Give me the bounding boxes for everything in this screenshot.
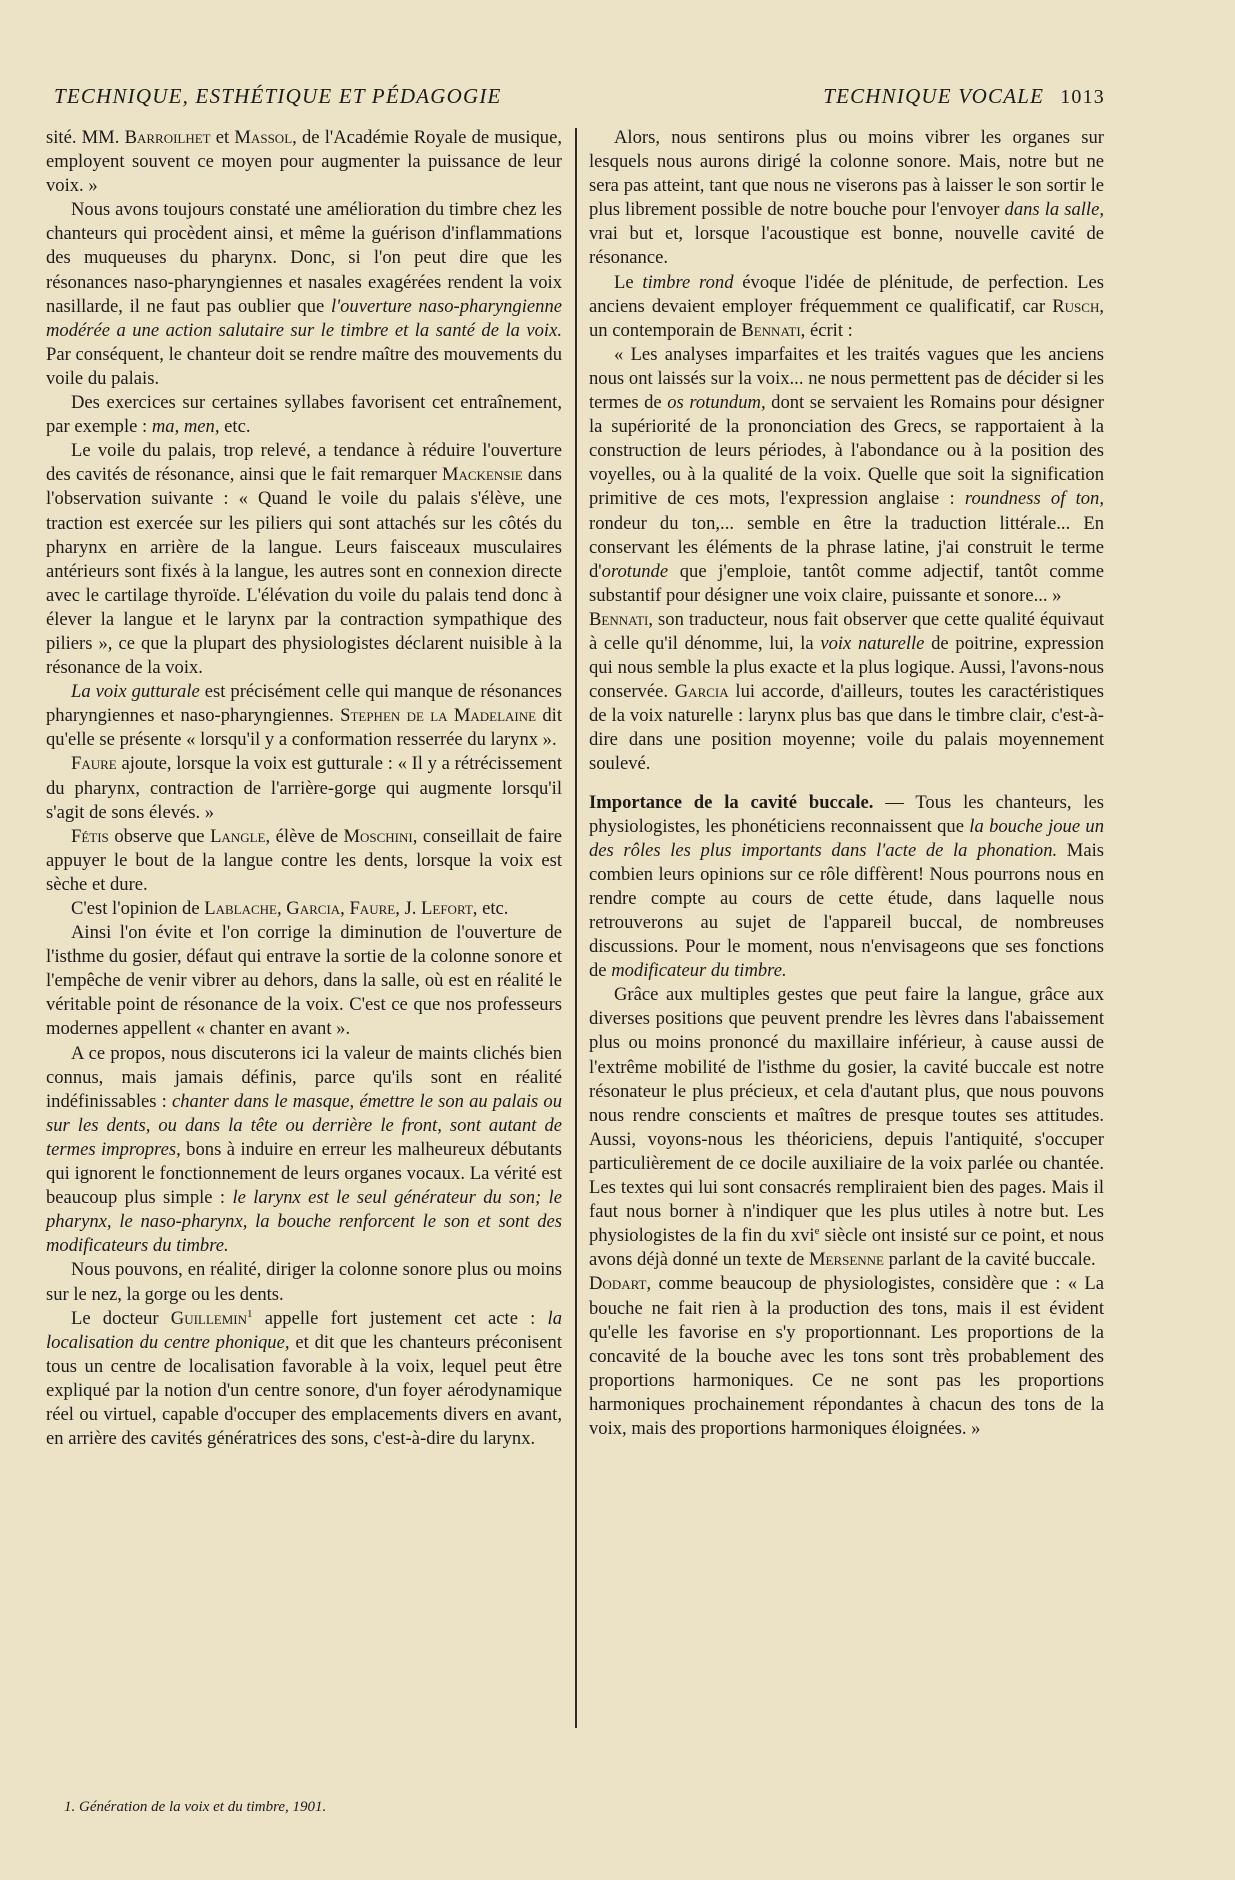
- text-run: Faure: [349, 898, 396, 919]
- paragraph: [46, 680, 562, 752]
- paragraph: [46, 752, 562, 824]
- text-run: Ainsi l'on évite et l'on corrige la diminution de l'ouverture de l'isthme du gosier, défaut qui entrave la sortie de la colonne sonore et l'empêche de venir vibrer au dehors, dans la salle, où est en réalité le véritable point de résonance de la voix. C'est ce que nos professeurs modernes appellent « chanter en avant ».: [46, 922, 562, 1040]
- text-run: Garcia: [674, 681, 729, 703]
- text-run: roundness of ton,: [964, 488, 1104, 510]
- text-run: Dodart: [589, 1273, 647, 1295]
- paragraph: [589, 983, 1104, 1272]
- text-run: voix naturelle: [820, 632, 925, 654]
- text-run: Langle: [210, 825, 266, 847]
- text-run: La voix gutturale: [71, 681, 200, 703]
- text-run: rondeur du ton,... semble en être la traduction littérale... En conservant les éléments de la phrase latine, j'ai construit le terme d': [589, 512, 1104, 582]
- text-run: Bennati: [589, 608, 649, 630]
- paragraph: [589, 1272, 1104, 1441]
- text-run: Lablache: [204, 898, 277, 919]
- paragraph: [589, 791, 1104, 984]
- text-run: Mersenne: [808, 1249, 885, 1271]
- text-run: e: [814, 1225, 820, 1238]
- text-run: Le voile du palais, trop relevé, a tendance à réduire l'ouverture des cavités de résonance, ainsi que le fait remarquer: [46, 440, 562, 486]
- text-run: sité. MM.: [46, 127, 125, 148]
- text-run: C'est l'opinion de: [71, 898, 205, 919]
- paragraph: [46, 921, 562, 1041]
- text-run: et: [210, 127, 235, 148]
- text-run: Faure: [71, 753, 117, 775]
- text-run: — Tous les chanteurs, les physiologistes, les phonéticiens reconnaissent que: [589, 791, 1104, 837]
- text-run: , comme beaucoup de physiologistes, considère que : « La bouche ne fait rien à la production des tons, mais il est évident qu'elle les favorise en s'y proportionnant. Les proportions de la concavité de la bouche avec les tons sont très probablement des proportions harmoniques. Ce ne sont pas les proportions harmoniques prochainement répondantes à chacun des tons de la voix, mais des proportions harmoniques éloignées. »: [589, 1273, 1104, 1439]
- header-right: [823, 84, 1105, 109]
- text-run: orotunde: [601, 560, 669, 582]
- text-run: et dit que les chanteurs préconisent tous un centre de localisation favorable à la voix, lequel peut être expliqué par la notion d'un centre sonore, d'un foyer aérodynamique réel ou virtuel, capable d'occuper des emplacements divers en avant, en arrière des cavités génératrices des sons, c'est-à-dire du larynx.: [46, 1331, 562, 1450]
- text-run: , élève de: [265, 825, 344, 847]
- paragraph: [589, 271, 1104, 343]
- paragraph: [46, 439, 562, 680]
- text-run: appelle fort justement cet acte :: [252, 1307, 548, 1329]
- text-run: Par conséquent, le chanteur doit se rendre maître des mouvements du voile du palais.: [46, 343, 562, 389]
- text-run: , conseillait de faire appuyer le bout de la langue contre les dents, lorsque la voix est sèche et dure.: [46, 825, 562, 895]
- text-run: Mackensie: [441, 464, 523, 486]
- page-number: 1013: [1060, 86, 1105, 108]
- running-header: [52, 84, 1105, 112]
- paragraph: [46, 897, 562, 921]
- text-run: la bouche joue un des rôles les plus importants dans l'acte de la phonation.: [589, 815, 1104, 861]
- text-run: Le: [614, 271, 643, 293]
- text-run: chanter dans le masque, émettre le son au palais ou sur les dents, ou dans la tête ou derrière le front, sont autant de termes impropres,: [46, 1090, 562, 1160]
- paragraph: [46, 1307, 562, 1452]
- text-run: que j'emploie, tantôt comme adjectif, tantôt comme substantif pour désigner une voix claire, puissante et sonore... »: [589, 560, 1104, 606]
- text-run: Mais combien leurs opinions sur ce rôle diffèrent! Nous pourrons nous en rendre compte au cours de cette étude, dans laquelle nous retrouverons au sujet de l'appareil buccal, de nombreuses discussions. Pour le moment, nous n'envisageons que ses fonctions de: [589, 839, 1104, 982]
- text-run: dans la salle,: [1004, 199, 1104, 221]
- text-run: Le docteur: [71, 1307, 171, 1329]
- text-run: parlant de la cavité buccale.: [884, 1249, 1096, 1271]
- header-left-title: TECHNIQUE, ESTHÉTIQUE ET PÉDAGOGIE: [54, 84, 502, 108]
- text-run: l'ouverture naso-pharyngienne modérée a une action salutaire sur le timbre et la santé de la voix.: [46, 295, 562, 341]
- text-run: os rotundum,: [667, 392, 766, 414]
- text-run: dont se servaient les Romains pour désigner la supériorité de la prononciation des Grecs, se rapportaient à la construction de leurs périodes, à l'abondance ou à la position des voyelles, ou à la qualité de la voix. Quelle que soit la signification primitive de ces mots, l'expression anglaise :: [589, 392, 1104, 510]
- text-run: Nous pouvons, en réalité, diriger la colonne sonore plus ou moins sur le nez, la gorge ou les dents.: [46, 1259, 562, 1305]
- text-run: J. Lefort: [404, 898, 473, 919]
- text-run: , écrit :: [800, 319, 853, 341]
- text-run: dit qu'elle se présente « lorsqu'il y a conformation resserrée du larynx ».: [46, 705, 563, 751]
- text-run: lui accorde, d'ailleurs, toutes les caractéristiques de la voix naturelle : larynx plus bas que dans le timbre clair, c'est-à-dire dans une position moyenne; voile du palais moyennement soulevé.: [589, 681, 1104, 775]
- paragraph: [46, 1042, 562, 1259]
- text-run: Importance de la cavité buccale.: [589, 791, 874, 813]
- text-run: Stephen de la Madelaine: [340, 705, 537, 727]
- paragraph: [589, 343, 1104, 608]
- paragraph: [589, 126, 1104, 271]
- text-run: , de l'Académie Royale de musique, employent souvent ce moyen pour augmenter la puissance de leur voix. »: [46, 127, 563, 197]
- text-run: Alors, nous sentirons plus ou moins vibrer les organes sur lesquels nous aurons dirigé la colonne sonore. Mais, notre but ne sera pas atteint, tant que nous ne viserons pas à laisser le son sortir le plus librement possible de notre bouche pour l'envoyer: [589, 127, 1104, 221]
- text-run: Barroilhet: [124, 127, 211, 148]
- paragraph: [46, 1258, 562, 1306]
- text-run: Fétis: [71, 825, 109, 847]
- text-run: Nous avons toujours constaté une amélioration du timbre chez les chanteurs qui procèdent ainsi, et même la guérison d'inflammations des muqueuses du pharynx. Donc, si l'on peut dire que les résonances naso-pharyngiennes et nasales exagérées rendent la voix nasillarde, il ne faut pas oublier que: [46, 199, 562, 317]
- text-run: dans l'observation suivante : « Quand le voile du palais s'élève, une traction est exercée sur les piliers qui sont attachés sur les côtés du pharynx en arrière de la langue. Leurs faisceaux musculaires antérieurs sont fixés à la langue, les autres sont en connexion directe avec le cartilage thyroïde. L'élévation du voile du palais tend donc à élever la langue et le larynx par la contraction sympathique des piliers », ce que la plupart des physiologistes déclarent nuisible à la résonance de la voix.: [46, 464, 562, 679]
- text-run: est précisément celle qui manque de résonances pharyngiennes et naso-pharyngiennes.: [46, 681, 562, 727]
- text-run: observe que: [108, 825, 211, 847]
- text-run: Garcia: [286, 898, 341, 919]
- text-run: « Les analyses imparfaites et les traités vagues que les anciens nous ont laissés sur la voix... ne nous permettent pas de décider si les termes de: [589, 343, 1104, 414]
- text-run: la localisation du centre phonique,: [46, 1307, 562, 1353]
- text-run: Guillemin: [170, 1307, 248, 1329]
- paragraph: [46, 198, 562, 391]
- text-run: Des exercices sur certaines syllabes favorisent cet entraînement, par exemple :: [46, 392, 562, 438]
- text-run: Rusch: [1052, 295, 1100, 317]
- text-run: Massol: [234, 127, 293, 148]
- text-run: le larynx est le seul générateur du son; le pharynx, le naso-pharynx, la bouche renforcent le son et sont des modificateurs du timbre.: [46, 1187, 562, 1257]
- text-run: vrai but et, lorsque l'acoustique est bonne, nouvelle cavité de résonance.: [589, 223, 1104, 269]
- text-run: Grâce aux multiples gestes que peut faire la langue, grâce aux diverses positions que peuvent prendre les lèvres dans l'abaissement plus ou moins prononcé du maxillaire inférieur, à cause aussi de l'extrême mobilité de l'isthme du gosier, la cavité buccale est notre résonateur le plus précieux, et cela d'autant plus, que nous pouvons nous rendre conscients et maîtres de presque toutes ses attitudes. Aussi, voyons-nous les théoriciens, depuis l'antiquité, s'occuper particulièrement de ce docile auxiliaire de la voix parlée ou chantée. Les textes qui lui sont consacrés rempliraient bien des pages. Mais il faut nous borner à n'indiquer que les plus utiles à notre but. Les physiologistes de la fin du xvi: [589, 984, 1104, 1247]
- left-text-column: [46, 126, 562, 1451]
- paragraph: [46, 126, 562, 198]
- footnote: 1. Génération de la voix et du timbre, 1901.: [64, 1799, 327, 1815]
- text-run: Bennati: [741, 319, 801, 341]
- text-run: ma, men,: [151, 416, 220, 438]
- text-run: , un contemporain de: [589, 295, 1104, 341]
- column-divider: [575, 128, 577, 1728]
- header-right-title: TECHNIQUE VOCALE: [823, 84, 1045, 108]
- paragraph: [46, 391, 562, 439]
- text-run: , etc.: [472, 898, 509, 919]
- paragraph: [589, 608, 1104, 777]
- text-run: siècle ont insisté sur ce point, et nous avons déjà donné un texte de: [589, 1225, 1104, 1271]
- text-run: , son traducteur, nous fait observer que cette qualité équivaut à celle qu'il dénomme, lui, la: [589, 608, 1104, 654]
- paragraph: [46, 825, 562, 897]
- right-text-column: [589, 126, 1104, 1441]
- text-run: ,: [276, 898, 287, 919]
- text-run: etc.: [219, 416, 251, 438]
- text-run: évoque l'idée de plénitude, de perfection. Les anciens devaient employer fréquemment ce qualificatif, car: [589, 271, 1104, 317]
- text-run: Moschini: [343, 825, 413, 847]
- text-run: A ce propos, nous discuterons ici la valeur de maints clichés bien connus, mais jamais définis, parce qu'ils sont en réalité indéfinissables :: [46, 1042, 562, 1112]
- text-run: modificateur du timbre.: [611, 960, 787, 982]
- text-run: de poitrine, expression qui nous semble la plus exacte et la plus logique. Aussi, l'avons-nous conservée.: [589, 632, 1104, 703]
- text-run: ajoute, lorsque la voix est gutturale : « Il y a rétrécissement du pharynx, contraction de l'arrière-gorge qui augmente lorsqu'il s'agit de sons élevés. »: [46, 753, 562, 823]
- text-run: bons à induire en erreur les malheureux débutants qui ignorent le fonctionnement de leurs organes vocaux. La vérité est beaucoup plus simple :: [46, 1138, 562, 1209]
- text-run: timbre rond: [642, 271, 734, 293]
- text-run: 1: [247, 1307, 253, 1320]
- text-run: ,: [395, 898, 405, 919]
- text-run: ,: [340, 898, 350, 919]
